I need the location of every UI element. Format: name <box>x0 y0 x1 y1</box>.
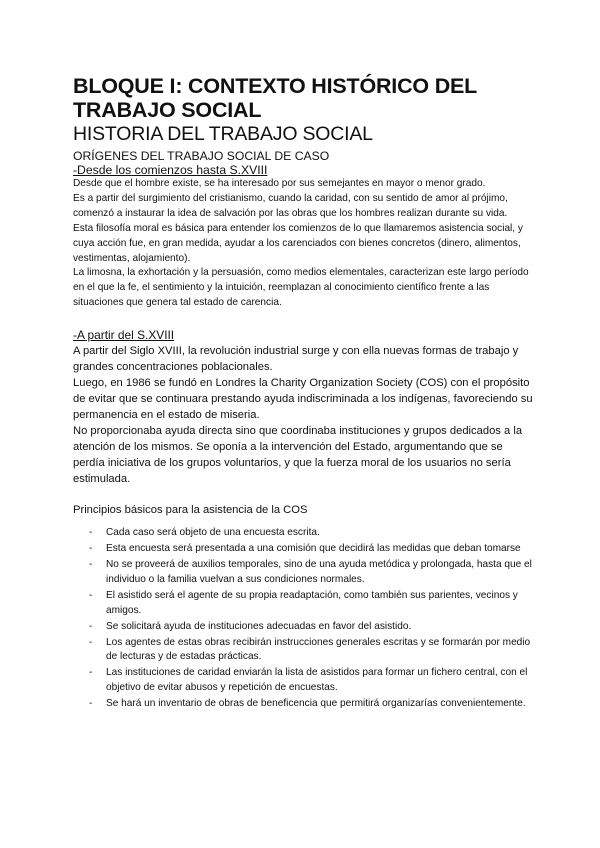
bullet-marker: - <box>89 527 93 539</box>
list-item: - Cada caso será objeto de una encuesta escrita. <box>73 526 533 541</box>
list-item: - Se hará un inventario de obras de beneficencia que permitirá organizarías convenientemente. <box>73 697 533 712</box>
list-item: - No se proveerá de auxilios temporales, sino de una ayuda metódica y prolongada, hasta que el individuo o la familia vuelvan a sus condiciones normales. <box>89 558 532 585</box>
list-item: - Se solicitará ayuda de instituciones adecuadas en favor del asistido. <box>73 620 533 635</box>
list-item: - Las instituciones de caridad enviarán la lista de asistidos para formar un fichero central, con el objetivo de evitar abusos y repetición de encuestas. <box>89 667 528 694</box>
bullet-marker: - <box>89 620 93 632</box>
document-subtitle: HISTORIA DEL TRABAJO SOCIAL <box>73 123 373 145</box>
part1-paragraph: La limosna, la exhortación y la persuasión, como medios elementales, caracterizan este largo período en el que la fe, el sentimiento y la intuición, reemplazan al conocimiento científico frente a las situaciones que genera tal estado de carencia. <box>73 267 529 309</box>
part1-title: -Desde los comienzos hasta S.XVIII <box>73 163 268 177</box>
principles-title: Principios básicos para la asistencia de la COS <box>73 504 308 517</box>
list-item: - Los agentes de estas obras recibirán instrucciones generales escritas y se formarán por medio de lecturas y de estadas prácticas. <box>89 636 531 663</box>
list-item: - Esta encuesta será presentada a una comisión que decidirá las medidas que deban tomarse <box>73 542 533 557</box>
part2-paragraph: No proporcionaba ayuda directa sino que coordinaba instituciones y grupos dedicados a la atención de los mismos. Se oponía a la intervención del Estado, argumentando que se perdía iniciativa de los grupos voluntarios, y que la fuerza moral de los usuarios no sería estimulada. <box>73 425 523 486</box>
bullet-marker: - <box>89 543 93 555</box>
document-title: BLOQUE I: CONTEXTO HISTÓRICO DEL TRABAJO SOCIAL <box>73 74 477 122</box>
part1-body <box>73 177 533 311</box>
bullet-marker: - <box>89 558 93 570</box>
principles-list <box>73 526 533 712</box>
part1-paragraph: Es a partir del surgimiento del cristianismo, cuando la caridad, con su sentido de amor al prójimo, comenzó a instaurar la idea de salvación por las obras que los hombres realizan durante su vida. <box>73 192 508 219</box>
bullet-marker: - <box>89 667 93 679</box>
part1-paragraph: Esta filosofía moral es básica para entender los comienzos de lo que llamaremos asistencia social, y cuya acción fue, en gran medida, ayudar a los carenciados con bienes concretos (dinero, alimentos, vestimentas, alojamiento). <box>73 222 523 264</box>
part2-title: -A partir del S.XVIII <box>73 328 175 343</box>
bullet-marker: - <box>89 698 93 710</box>
bullet-marker: - <box>89 589 93 601</box>
part1-paragraph: Desde que el hombre existe, se ha interesado por sus semejantes en mayor o menor grado. <box>73 178 486 189</box>
section-heading: ORÍGENES DEL TRABAJO SOCIAL DE CASO <box>73 149 330 163</box>
list-item: - El asistido será el agente de su propia readaptación, como también sus parientes, vecinos y amigos. <box>89 589 518 616</box>
bullet-marker: - <box>89 636 93 648</box>
part2-paragraph: Luego, en 1986 se fundó en Londres la Charity Organization Society (COS) con el propósito de evitar que se continuara prestando ayuda indiscriminada a los indígenas, favoreciendo su permanencia en el estado de miseria. <box>73 377 533 422</box>
part2-body <box>73 327 533 487</box>
document-page <box>73 74 533 713</box>
part2-paragraph: A partir del Siglo XVIII, la revolución industrial surge y con ella nuevas formas de trabajo y grandes concentraciones poblacionales. <box>73 345 519 374</box>
